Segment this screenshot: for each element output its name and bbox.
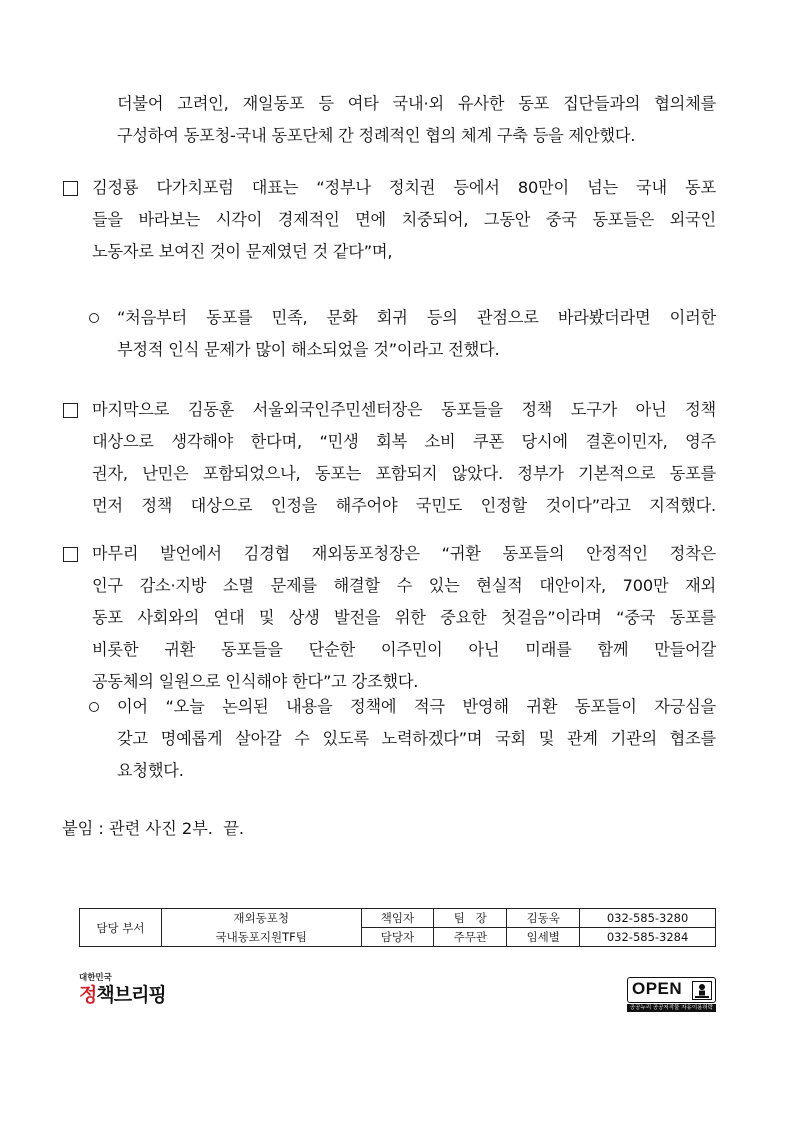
paragraph-line: 노동자로 보여진 것이 문제였던 것 같다”며, [92, 242, 393, 261]
paragraph-line: 인구 감소·지방 소멸 문제를 해결할 수 있는 현실적 대안이자, 700만 재외 [92, 576, 716, 595]
contact-role: 책임자 [361, 909, 434, 928]
logo-wordmark-accent: 정 [79, 984, 97, 1006]
paragraph-line: 공동체의 일원으로 인식해야 한다”고 강조했다. [92, 672, 419, 691]
open-badge [627, 977, 716, 1003]
square-bullet-icon [63, 547, 78, 562]
contact-title: 팀 장 [434, 909, 507, 928]
paragraph-2 [92, 172, 716, 204]
contact-name: 임세별 [507, 928, 580, 947]
policy-briefing-logo [79, 973, 169, 1013]
logo-wordmark [79, 983, 169, 1007]
paragraph-line: 비롯한 귀환 동포들을 단순한 이주민이 아닌 미래를 함께 만들어갈 [92, 640, 716, 659]
paragraph-4 [92, 394, 716, 426]
paragraph-line: 동포 사회와의 연대 및 상생 발전을 위한 중요한 첫걸음”이라며 “중국 동포를 [92, 608, 716, 627]
contact-title: 주무관 [434, 928, 507, 947]
paragraph-line: 부정적 인식 문제가 많이 해소되었을 것”이라고 전했다. [117, 340, 500, 359]
contact-table [79, 908, 716, 947]
team-name: 국내동포지원TF팀 [161, 928, 361, 947]
paragraph-line: 갖고 명예롭게 살아갈 수 있도록 노력하겠다”며 국회 및 관계 기관의 협조를 [117, 729, 716, 748]
paragraph-3 [117, 302, 716, 366]
attachment-note: 붙임 : 관련 사진 2부. 끝. [62, 819, 245, 838]
logo-wordmark-rest: 책브리핑 [96, 984, 166, 1006]
circle-bullet-icon [89, 702, 99, 712]
open-license-bar: 공공누리 공공저작물 자유이용허락 [627, 1004, 716, 1012]
paragraph-line: “처음부터 동포를 민족, 문화 회귀 등의 관점으로 바라봤더라면 이러한 [117, 308, 716, 327]
paragraph-6 [117, 691, 716, 787]
paragraph-5 [92, 538, 716, 570]
contact-name: 김동욱 [507, 909, 580, 928]
contact-phone: 032-585-3280 [580, 909, 716, 928]
paragraph-line: 마무리 발언에서 김경협 재외동포청장은 “귀환 동포들의 안정적인 정착은 [92, 544, 716, 563]
paragraph-line: 요청했다. [117, 761, 184, 780]
person-icon [692, 981, 712, 1000]
dept-name: 재외동포청 [161, 909, 361, 928]
logo-caption: 대한민국 [79, 973, 112, 983]
open-text: OPEN [632, 979, 683, 998]
paragraph-1 [117, 88, 716, 152]
paragraph-line: 구성하여 동포청-국내 동포단체 간 정례적인 협의 체계 구축 등을 제안했다. [117, 126, 636, 145]
paragraph-4-continued [92, 426, 716, 522]
paragraph-line: 대상으로 생각해야 한다며, “민생 회복 소비 쿠폰 당시에 결혼이민자, 영주 [92, 432, 716, 451]
paragraph-line: 이어 “오늘 논의된 내용을 정책에 적극 반영해 귀환 동포들이 자긍심을 [117, 697, 716, 716]
paragraph-line: 권자, 난민은 포함되었으나, 동포는 포함되지 않았다. 정부가 기본적으로 동포를 [92, 464, 716, 483]
paragraph-line: 김정룡 다가치포럼 대표는 “정부나 정치권 등에서 80만이 넘는 국내 동포 [92, 178, 716, 197]
contact-phone: 032-585-3284 [580, 928, 716, 947]
circle-bullet-icon [89, 313, 99, 323]
square-bullet-icon [63, 403, 78, 418]
paragraph-line: 먼저 정책 대상으로 인정을 해주어야 국민도 인정할 것이다”라고 지적했다. [92, 496, 716, 515]
kogl-open-logo [627, 977, 716, 1013]
paragraph-2-continued [92, 204, 716, 268]
paragraph-line: 더불어 고려인, 재일동포 등 여타 국내·외 유사한 동포 집단들과의 협의체를 [117, 94, 716, 113]
square-bullet-icon [63, 181, 78, 196]
dept-label: 담당 부서 [80, 909, 162, 947]
paragraph-5-continued [92, 570, 716, 698]
paragraph-line: 들을 바라보는 시각이 경제적인 면에 치중되어, 그동안 중국 동포들은 외국인 [92, 210, 716, 229]
paragraph-line: 마지막으로 김동훈 서울외국인주민센터장은 동포들을 정책 도구가 아닌 정책 [92, 400, 716, 419]
contact-role: 담당자 [361, 928, 434, 947]
